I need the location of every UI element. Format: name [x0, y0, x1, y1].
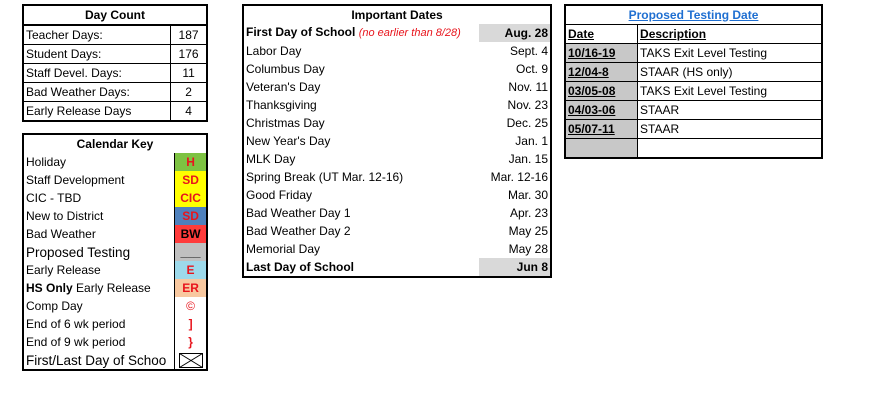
- event-name: Veteran's Day: [246, 79, 321, 94]
- first-last-day-x-box-icon: [179, 353, 203, 368]
- event-name: Bad Weather Day 1: [246, 205, 351, 220]
- table-row: [23, 279, 207, 297]
- table-row: [243, 240, 551, 258]
- key-label: [23, 279, 175, 297]
- key-label: Early Release: [26, 262, 101, 277]
- day-count-label: Teacher Days:: [23, 25, 171, 45]
- table-row: [565, 139, 822, 159]
- table-row: [23, 261, 207, 279]
- important-dates-table: [242, 4, 552, 278]
- key-label: Proposed Testing: [26, 244, 131, 260]
- key-code: SD: [175, 171, 207, 189]
- event-name: Labor Day: [246, 43, 302, 58]
- testing-description: STAAR: [638, 120, 822, 139]
- event-date: Aug. 28: [479, 24, 551, 42]
- day-count-label: Early Release Days: [26, 103, 132, 118]
- table-row: [565, 44, 822, 63]
- event-name: MLK Day: [246, 151, 296, 166]
- event-name: Bad Weather Day 2: [246, 223, 351, 238]
- day-count-value: 11: [171, 64, 207, 83]
- key-code: E: [175, 261, 207, 279]
- table-row: [23, 171, 207, 189]
- event-note: (no earlier than 8/28): [358, 27, 461, 39]
- key-label: Bad Weather: [26, 226, 96, 241]
- table-row: [23, 207, 207, 225]
- event-date: May 25: [508, 223, 548, 238]
- testing-description: STAAR (HS only): [638, 63, 822, 82]
- key-code: }: [175, 333, 207, 351]
- key-code: ___: [175, 243, 207, 261]
- event-date: Mar. 30: [507, 187, 548, 202]
- important-dates-title: Important Dates: [351, 7, 443, 22]
- table-row: [243, 258, 551, 277]
- key-label: Staff Development: [26, 172, 125, 187]
- table-header-row: [565, 25, 822, 44]
- event-date: Dec. 25: [506, 115, 548, 130]
- table-row: [565, 101, 822, 120]
- key-code: [175, 351, 207, 370]
- key-code: ]: [175, 315, 207, 333]
- table-row: [23, 102, 207, 122]
- event-date: May 28: [508, 241, 548, 256]
- table-row: [243, 96, 551, 114]
- table-row: [23, 315, 207, 333]
- table-row: [243, 222, 551, 240]
- table-row: [243, 24, 551, 42]
- key-code: ER: [175, 279, 207, 297]
- table-row: [23, 351, 207, 370]
- table-row: [23, 225, 207, 243]
- table-row: [243, 150, 551, 168]
- event-label: First Day of School: [246, 25, 356, 39]
- key-code: ©: [175, 297, 207, 315]
- event-name: Memorial Day: [246, 241, 321, 256]
- event-name: Spring Break (UT Mar. 12-16): [246, 169, 404, 184]
- key-label-rest: Early Release: [72, 280, 151, 295]
- testing-date: 12/04-8: [565, 63, 638, 82]
- event-date: Nov. 11: [508, 79, 548, 94]
- event-name: Last Day of School: [246, 259, 355, 274]
- testing-date: 03/05-08: [565, 82, 638, 101]
- day-count-value: 176: [171, 45, 207, 64]
- table-row: [23, 189, 207, 207]
- table-row: [243, 78, 551, 96]
- table-row: [565, 63, 822, 82]
- table-row: [23, 297, 207, 315]
- day-count-value: 187: [171, 25, 207, 45]
- event-date: Jan. 1: [515, 133, 548, 148]
- event-date: Nov. 23: [507, 97, 548, 112]
- proposed-testing-title-link[interactable]: Proposed Testing Date: [565, 5, 822, 25]
- event-name: New Year's Day: [246, 133, 331, 148]
- key-code: CIC: [175, 189, 207, 207]
- event-name: Good Friday: [246, 187, 313, 202]
- key-code: SD: [175, 207, 207, 225]
- day-count-label: Staff Devel. Days:: [23, 64, 171, 83]
- day-count-label: Bad Weather Days:: [23, 83, 171, 102]
- event-name: Columbus Day: [246, 61, 325, 76]
- calendar-key-table: [22, 133, 208, 371]
- table-row: [23, 333, 207, 351]
- table-row: [565, 120, 822, 139]
- key-code: BW: [175, 225, 207, 243]
- key-code: H: [175, 153, 207, 171]
- proposed-testing-table: [564, 4, 823, 159]
- key-label: CIC - TBD: [26, 190, 82, 205]
- testing-date: 10/16-19: [565, 44, 638, 63]
- event-name: [243, 24, 479, 42]
- key-label: End of 9 wk period: [26, 334, 126, 349]
- table-row: [23, 45, 207, 64]
- event-date: Apr. 23: [509, 205, 548, 220]
- table-row: [243, 42, 551, 60]
- testing-description: TAKS Exit Level Testing: [638, 44, 822, 63]
- table-row: [23, 243, 207, 261]
- calendar-key-title: Calendar Key: [76, 136, 154, 151]
- table-row: [243, 114, 551, 132]
- testing-description: TAKS Exit Level Testing: [638, 82, 822, 101]
- table-row: [23, 153, 207, 171]
- key-label: Comp Day: [26, 298, 83, 313]
- testing-date: [565, 139, 638, 159]
- key-label: First/Last Day of Schoo: [26, 352, 167, 368]
- table-row: [243, 186, 551, 204]
- testing-date: 05/07-11: [565, 120, 638, 139]
- table-row: [23, 25, 207, 45]
- day-count-title: Day Count: [23, 5, 207, 25]
- event-date: Mar. 12-16: [490, 169, 548, 184]
- testing-description: [638, 139, 822, 159]
- table-row: [243, 204, 551, 222]
- table-row: [565, 82, 822, 101]
- testing-date: 04/03-06: [565, 101, 638, 120]
- event-date: Jan. 15: [508, 151, 548, 166]
- day-count-value: 4: [171, 102, 207, 122]
- table-row: [243, 168, 551, 186]
- table-row: [243, 60, 551, 78]
- table-row: [243, 132, 551, 150]
- table-row: [23, 64, 207, 83]
- key-label-bold: HS Only: [26, 280, 73, 295]
- table-row: [23, 83, 207, 102]
- event-date: Sept. 4: [509, 43, 548, 58]
- testing-description: STAAR: [638, 101, 822, 120]
- key-label: Holiday: [26, 154, 67, 169]
- day-count-label: Student Days:: [23, 45, 171, 64]
- key-label: New to District: [26, 208, 104, 223]
- key-label: End of 6 wk period: [26, 316, 126, 331]
- event-name: Thanksgiving: [246, 97, 317, 112]
- day-count-value: 2: [171, 83, 207, 102]
- event-date: Jun 8: [479, 258, 551, 277]
- event-name: Christmas Day: [246, 115, 325, 130]
- event-date: Oct. 9: [515, 61, 548, 76]
- day-count-table: [22, 4, 208, 122]
- column-header-date: Date: [565, 25, 638, 44]
- column-header-description: Description: [638, 25, 822, 44]
